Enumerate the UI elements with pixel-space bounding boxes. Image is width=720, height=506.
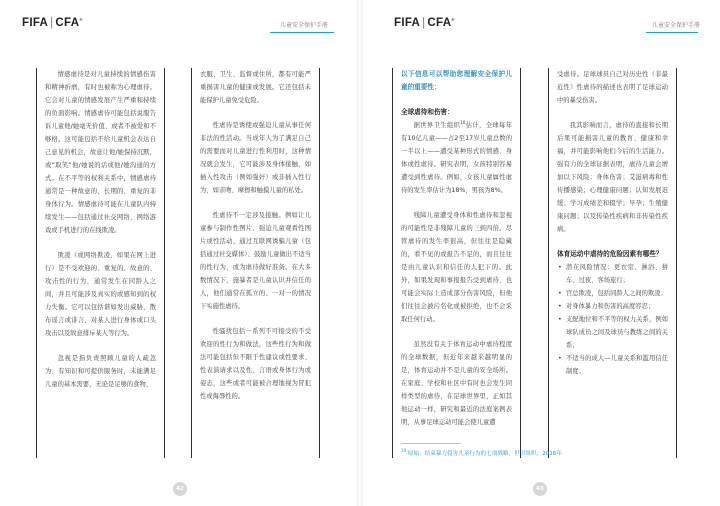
paragraph-bullying: 欺凌（或网络欺凌，如果在网上进行）是不受欢迎的、重复的、故意的、攻击性的行为，通常发生在同龄人之间，并且可能涉及真实的或感知到的权力失衡。它可以包括谐如发出威胁、散布谣言或诽言、对某人进行身体或口头攻击以及故意排斥某人等行为。 bbox=[45, 252, 156, 337]
left-column-1 bbox=[36, 68, 165, 458]
section-heading-importance: 以下信息可以帮助您理解安全保护儿童的重要性： bbox=[401, 70, 512, 91]
paragraph-football-abuse-cont: 受虐待。足球球员自己对历史性（非最近性）性虐待的描述也表明了足球运动中的暴受伤害。 bbox=[557, 71, 668, 104]
paragraph-sexual-abuse: 性虐待是诱使或强迫儿童从事任何非法的性活动。当成年人为了满足自己的需要而对儿童进行性利用时，这种情况就会发生，它可能涉及身体接触，如插入性攻击（例如强奸）或非插入性行为，如亲吻、摩擦和触摸儿童的私处。 bbox=[200, 122, 311, 194]
footnote-text: 原始：结束暴力侵害儿童行为的七项战略，世卫组织，2016年 bbox=[407, 451, 562, 457]
subheading-global-abuse: 全球虐待和伤害： bbox=[401, 108, 454, 116]
footnote-rule bbox=[401, 443, 461, 444]
page-number-right: 43 bbox=[533, 482, 547, 496]
list-item: • 不适当的成人—儿童关系和滥用信任制度； bbox=[557, 352, 668, 378]
paragraph-consequences: 我其影响而言，虐待的直接和长期后果可能损害儿童的教育、健康和幸福，并可能影响他们今后的生活能力。强有力的全球证据表明，虐待儿童会增加以下风险：身体伤害；艾滋病毒和性传播感染；心理健康问题；认知发展迟缓；学习成绩差和辍学；早孕；生殖健康问题；以及传染性疾病和非传染性疾病。 bbox=[557, 122, 668, 233]
paragraph-who-estimate: 据世界卫生组织$^{10}$估计，全球每年有10亿儿童——占2至17岁儿童总数的一半以上——遭受某种形式的情感、身体或性虐待。研究表明，女孩特别容易遭受到性虐待。例如，女孩儿童属性虐待的发生率估计为18%，男孩为8%。 bbox=[401, 119, 513, 194]
paragraph-emotional-abuse: 情感虐待是对儿童持续的情感伤害和精神折磨，有时也被称为心理虐待。它会对儿童的情感发展产生严重和持续的负面影响。情感虐待可能包括说服告诉儿童他/她毫无价值、或者不被爱和不够格。这可能包括不给儿童机会表达自己意见的机会，故意让他/她保持沉默，或“取笑”他/她说的话或他/她沟通的方式。在不平等的权利关系中，情感虐待通常是一种故意的、长期的、重复的非身体行为。情感虐待可能在儿童队内持续发生——包括通过社交网络、网络游戏或手机进行的在线欺凌。 bbox=[45, 71, 156, 234]
book-fold bbox=[357, 0, 363, 506]
footnote-marker: 10 bbox=[401, 448, 407, 454]
left-column-2 bbox=[191, 68, 320, 458]
fifa-cfa-logo-right: FIFA | CFA® bbox=[394, 17, 455, 29]
footnote-ref: 10 bbox=[460, 119, 466, 125]
footnote bbox=[401, 449, 562, 457]
paragraph-neglect: 忽视是指负责照顾儿童的人疏忽为、有知识和可提供服务时，未能满足儿童的基本需要，无论是足够的食物、 bbox=[45, 355, 156, 388]
list-item: • 潜在风险情况：更衣室、淋浴、拼车、过夜、客场旅行； bbox=[557, 261, 668, 287]
risk-factor-list bbox=[557, 261, 668, 378]
right-column-1 bbox=[392, 68, 521, 458]
fifa-cfa-logo: FIFA | CFA® bbox=[22, 17, 83, 29]
paragraph-disabled-children: 残障儿童遭受身体和性虐待和忽视的可能性是非残障儿童的三到四倍。尽管虐待的发生率很高，但往往是隐藏的，看不见的或报告不足的，而且往往是由儿童认识和信任的人犯下的。此外，如果发现和事报报告受到虐待，也可能会实际上造成部分伤害风险，但他们往往会被污名化或被拒绝，也不会采取任何行动。 bbox=[401, 212, 512, 323]
guide-title-right: 儿童安全保护手册 bbox=[652, 22, 701, 29]
paragraph-non-contact-abuse: 性虐待不一定涉及接触。例如让儿童参与制作性图片、强迫儿童观看性图片或性活动、通过互联网诱骗儿童（包括通过社交媒体）、鼓励儿童做出不适当的性行为，或为虐待做好准备。在大多数情况下，施暴者是儿童认识并信任的人，他们通常在孤立的、一对一的情况下实施性虐待。 bbox=[200, 212, 311, 310]
paragraph-neglect-cont: 衣服、卫生、监督或住所，都有可能严重损害儿童的健康或发展。它还包括未能保护儿童免受危险。 bbox=[200, 71, 311, 104]
paragraph-sexual-harassment: 性骚扰包括一系列不可接受的不受欢迎的性行为和做法，这些性行为和做法可能包括但不限于性建议或性要求、性表演请求以及性、言语或身体行为或姿态，这些或者可能被合理地视为冒犯性或侮辱性的。 bbox=[200, 328, 311, 400]
section-heading-risk-factors: 体育运动中虐待的危险因素有哪些？ bbox=[557, 250, 663, 258]
header-rule-right bbox=[646, 32, 698, 33]
right-page bbox=[360, 0, 720, 506]
list-item: • 官总欺凌，包括同龄人之间的欺凌； bbox=[557, 287, 668, 300]
right-column-2 bbox=[548, 68, 677, 458]
header-rule bbox=[270, 32, 334, 33]
page-number-left: 42 bbox=[173, 482, 187, 496]
paragraph-sport-abuse: 虽然没有关于体育运动中虐待程度的全球数据，但近年来越来越明显的是，体育运动并不是儿童的安全场所。在家庭、学校和社区中有时也会发生同样类型的虐待，在足球世界里，正如其他运动一样，研究和最近的法庭案例表明，从事足球运动可能会使儿童遭 bbox=[401, 341, 512, 426]
list-item: • 支配地位和不平等的权力关系，例如球队成员之间及球员与教练之间的关系； bbox=[557, 313, 668, 352]
guide-title: 儿童安全保护手册 bbox=[280, 22, 329, 29]
list-item: • 对身体暴力和伤害的高度容忍； bbox=[557, 300, 668, 313]
